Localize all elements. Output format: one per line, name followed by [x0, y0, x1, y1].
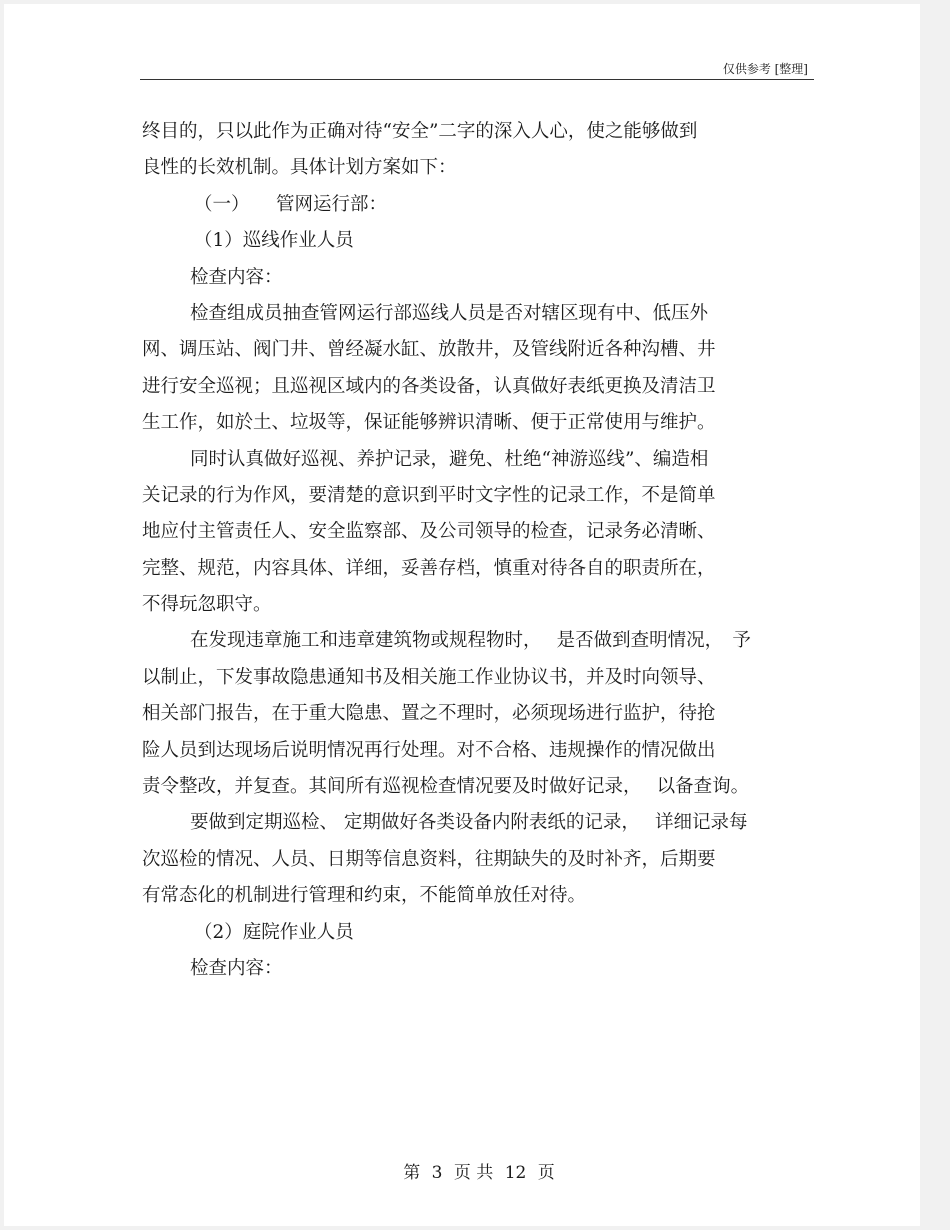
paragraph-line: 网、调压站、阀门井、曾经凝水缸、放散井，及管线附近各种沟槽、井 — [142, 339, 716, 361]
paragraph-line: 相关部门报告，在于重大隐患、置之不理时，必须现场进行监护，待抢 — [142, 703, 716, 725]
header-divider — [140, 79, 814, 80]
footer-page-number: 3 — [431, 1163, 443, 1183]
section-title: 管网运行部： — [276, 193, 388, 215]
footer-suffix: 页 — [537, 1163, 555, 1183]
paragraph-line: 险人员到达现场后说明情况再行处理。对不合格、违规操作的情况做出 — [142, 739, 716, 761]
paragraph-line: 关记录的行为作风，要清楚的意识到平时文字性的记录工作，不是简单 — [142, 484, 716, 506]
body-line: 良性的长效机制。具体计划方案如下： — [142, 157, 457, 179]
paragraph-line: 不得玩忽职守。 — [142, 594, 272, 616]
check-label: 检查内容： — [190, 957, 283, 979]
body-line: 终目的，只以此作为正确对待“安全”二字的深入人心，使之能够做到 — [142, 121, 698, 142]
document-page — [4, 4, 920, 1226]
footer-total-pages: 12 — [504, 1163, 527, 1183]
paragraph-line: 责令整改，并复查。其间所有巡视检查情况要及时做好记录， 以备查询。 — [142, 776, 750, 798]
check-label: 检查内容： — [190, 266, 283, 288]
footer-mid: 页 共 — [453, 1163, 494, 1183]
document-body — [142, 114, 822, 987]
paragraph-line: 要做到定期巡检、 定期做好各类设备内附表纸的记录， 详细记录每 — [190, 812, 748, 834]
paragraph-line: 生工作，如於土、垃圾等，保证能够辨识清晰、便于正常使用与维护。 — [142, 412, 716, 434]
section-number: （一） — [194, 193, 250, 215]
page-footer — [4, 1158, 950, 1183]
paragraph-line: 以制止，下发事故隐患通知书及相关施工作业协议书，并及时向领导、 — [142, 666, 716, 688]
paragraph-line: 地应付主管责任人、安全监察部、及公司领导的检查，记录务必清晰、 — [142, 521, 716, 543]
paragraph-line: 次巡检的情况、人员、日期等信息资料，往期缺失的及时补齐，后期要 — [142, 848, 716, 870]
section-heading — [142, 187, 822, 223]
subsection-heading: （2）庭院作业人员 — [194, 921, 354, 943]
paragraph-line: 完整、规范，内容具体、详细，妥善存档，慎重对待各自的职责所在， — [142, 557, 716, 579]
footer-prefix: 第 — [403, 1163, 421, 1183]
header-note: 仅供参考 [整理] — [722, 62, 808, 76]
paragraph-line: 有常态化的机制进行管理和约束，不能简单放任对待。 — [142, 885, 587, 907]
paragraph-line: 同时认真做好巡视、养护记录，避免、杜绝“神游巡线”、编造相 — [190, 448, 709, 470]
subsection-heading: （1）巡线作业人员 — [194, 230, 354, 252]
paragraph-line: 检查组成员抽查管网运行部巡线人员是否对辖区现有中、低压外 — [190, 302, 709, 324]
paragraph-line: 在发现违章施工和违章建筑物或规程物时， 是否做到查明情况， 予 — [190, 630, 751, 652]
paragraph-line: 进行安全巡视；且巡视区域内的各类设备，认真做好表纸更换及清洁卫 — [142, 375, 716, 397]
